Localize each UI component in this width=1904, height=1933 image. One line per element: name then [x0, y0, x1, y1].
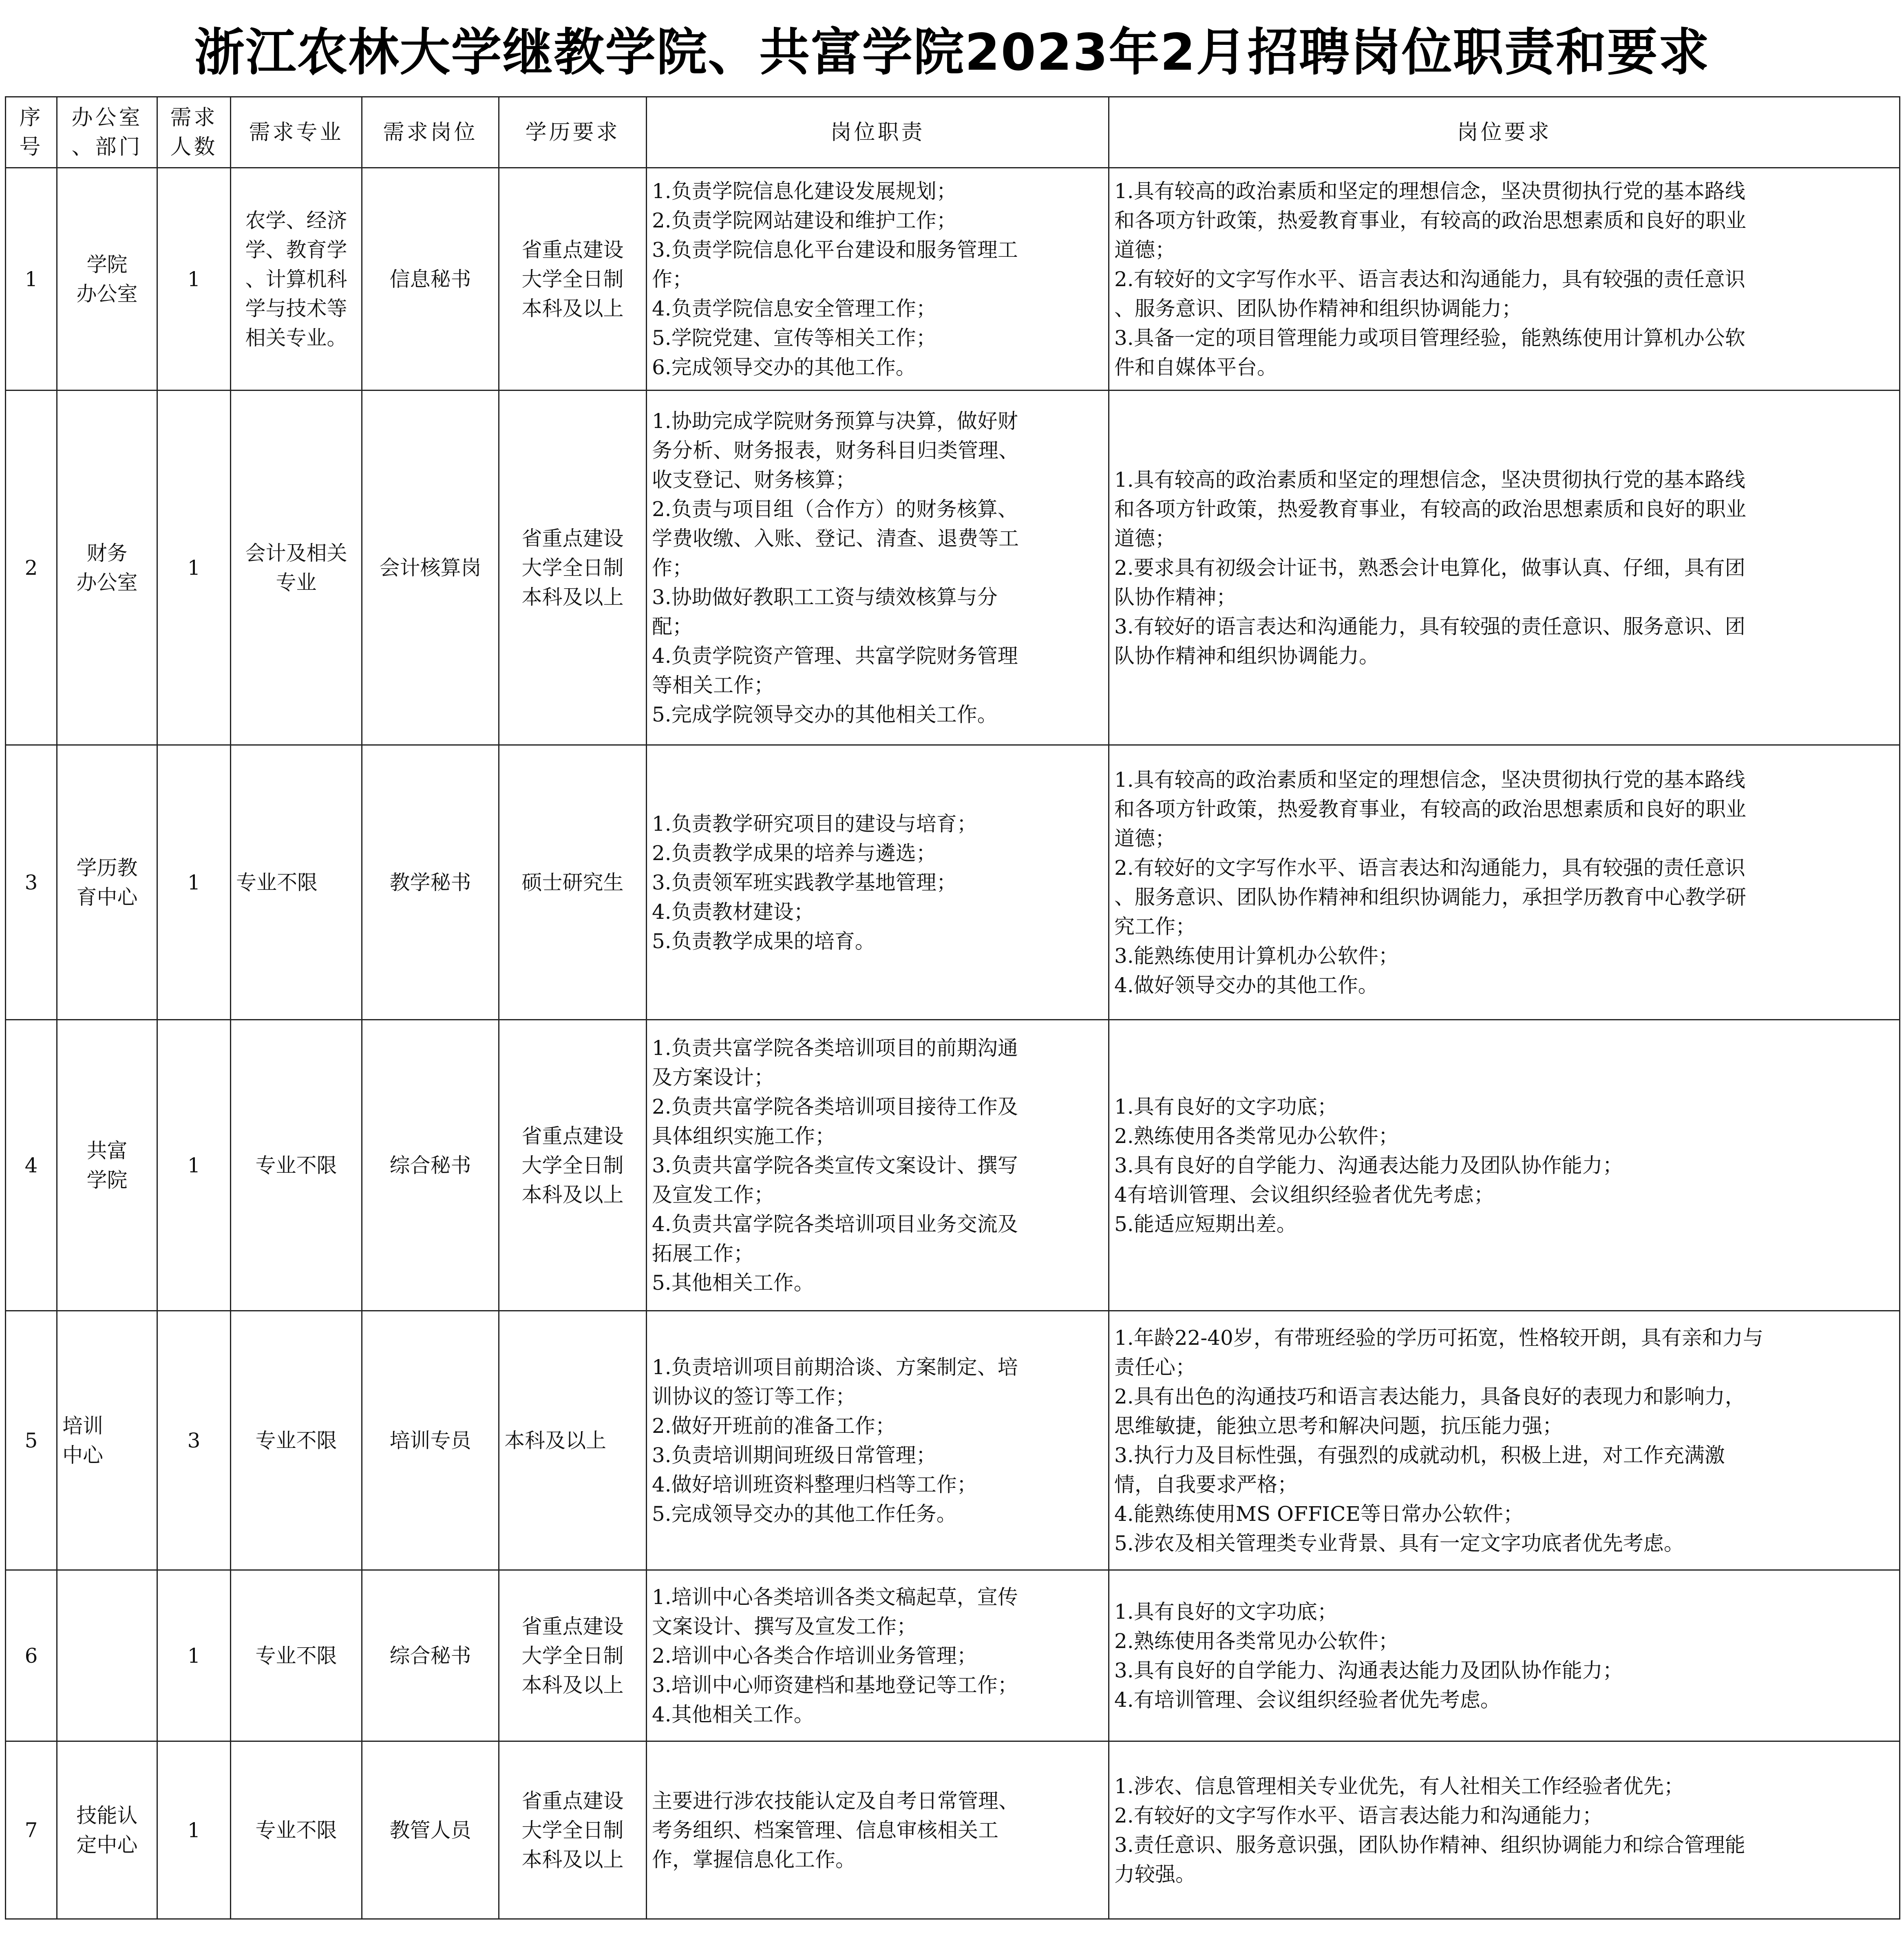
cell-dept: 学历教 育中心 [57, 745, 157, 1020]
cell-count: 1 [157, 1020, 231, 1311]
cell-post: 信息秘书 [362, 168, 499, 391]
cell-post: 综合秘书 [362, 1570, 499, 1741]
cell-seq: 4 [6, 1020, 57, 1311]
cell-edu: 本科及以上 [499, 1311, 647, 1570]
cell-reqs: 1.年龄22-40岁，有带班经验的学历可拓宽，性格较开朗，具有亲和力与 责任心； 2.具有出色的沟通技巧和语言表达能力，具备良好的表现力和影响力， 思维敏捷，能独立思考和解决问题，抗压能力强； 3.执行力及目标性强，有强烈的成就动机，积极上进，对工作充满激 情，自我要求严格； 4.能熟练使用MS OFFICE等日常办公软件； 5.涉农及相关管理类专业背景、具有一定文字功底者优先考虑。 [1109, 1311, 1900, 1570]
cell-dept: 共富 学院 [57, 1020, 157, 1311]
cell-count: 1 [157, 1570, 231, 1741]
cell-count: 1 [157, 745, 231, 1020]
cell-duties: 1.培训中心各类培训各类文稿起草，宣传 文案设计、撰写及宣发工作； 2.培训中心各类合作培训业务管理； 3.培训中心师资建档和基地登记等工作； 4.其他相关工作。 [647, 1570, 1109, 1741]
cell-edu: 硕士研究生 [499, 745, 647, 1020]
table-row [6, 1020, 1900, 1311]
cell-duties: 1.负责学院信息化建设发展规划； 2.负责学院网站建设和维护工作； 3.负责学院信息化平台建设和服务管理工 作； 4.负责学院信息安全管理工作； 5.学院党建、宣传等相关工作； 6.完成领导交办的其他工作。 [647, 168, 1109, 391]
cell-duties: 1.负责教学研究项目的建设与培育； 2.负责教学成果的培养与遴选； 3.负责领军班实践教学基地管理； 4.负责教材建设； 5.负责教学成果的培育。 [647, 745, 1109, 1020]
cell-major: 专业不限 [231, 1741, 362, 1919]
cell-duties: 1.负责共富学院各类培训项目的前期沟通 及方案设计； 2.负责共富学院各类培训项目接待工作及 具体组织实施工作； 3.负责共富学院各类宣传文案设计、撰写 及宣发工作； 4.负责共富学院各类培训项目业务交流及 拓展工作； 5.其他相关工作。 [647, 1020, 1109, 1311]
cell-count: 1 [157, 391, 231, 745]
cell-count: 3 [157, 1311, 231, 1570]
cell-major: 专业不限 [231, 1311, 362, 1570]
cell-reqs: 1.具有较高的政治素质和坚定的理想信念，坚决贯彻执行党的基本路线 和各项方针政策，热爱教育事业，有较高的政治思想素质和良好的职业 道德； 2.有较好的文字写作水平、语言表达和沟通能力，具有较强的责任意识 、服务意识、团队协作精神和组织协调能力； 3.具备一定的项目管理能力或项目管理经验，能熟练使用计算机办公软 件和自媒体平台。 [1109, 168, 1900, 391]
cell-seq: 3 [6, 745, 57, 1020]
cell-major: 专业不限 [231, 1570, 362, 1741]
cell-edu: 省重点建设 大学全日制 本科及以上 [499, 168, 647, 391]
recruitment-table [5, 96, 1900, 1920]
header-reqs: 岗位要求 [1109, 97, 1900, 168]
header-duties: 岗位职责 [647, 97, 1109, 168]
table-row [6, 1741, 1900, 1919]
cell-major: 会计及相关 专业 [231, 391, 362, 745]
cell-post: 综合秘书 [362, 1020, 499, 1311]
cell-seq: 2 [6, 391, 57, 745]
cell-post: 培训专员 [362, 1311, 499, 1570]
header-edu: 学历要求 [499, 97, 647, 168]
cell-count: 1 [157, 168, 231, 391]
cell-reqs: 1.具有良好的文字功底； 2.熟练使用各类常见办公软件； 3.具有良好的自学能力、沟通表达能力及团队协作能力； 4有培训管理、会议组织经验者优先考虑； 5.能适应短期出差。 [1109, 1020, 1900, 1311]
cell-seq: 1 [6, 168, 57, 391]
header-row [6, 97, 1900, 168]
table-row [6, 391, 1900, 745]
cell-duties: 主要进行涉农技能认定及自考日常管理、 考务组织、档案管理、信息审核相关工 作，掌握信息化工作。 [647, 1741, 1109, 1919]
cell-reqs: 1.具有良好的文字功底； 2.熟练使用各类常见办公软件； 3.具有良好的自学能力、沟通表达能力及团队协作能力； 4.有培训管理、会议组织经验者优先考虑。 [1109, 1570, 1900, 1741]
cell-major: 农学、经济 学、教育学 、计算机科 学与技术等 相关专业。 [231, 168, 362, 391]
cell-edu: 省重点建设 大学全日制 本科及以上 [499, 1570, 647, 1741]
cell-dept [57, 1570, 157, 1741]
cell-post: 教学秘书 [362, 745, 499, 1020]
document-page [5, 0, 1899, 1933]
header-count: 需求 人数 [157, 97, 231, 168]
cell-edu: 省重点建设 大学全日制 本科及以上 [499, 391, 647, 745]
header-major: 需求专业 [231, 97, 362, 168]
cell-major: 专业不限 [231, 1020, 362, 1311]
cell-seq: 7 [6, 1741, 57, 1919]
cell-edu: 省重点建设 大学全日制 本科及以上 [499, 1020, 647, 1311]
cell-dept: 学院 办公室 [57, 168, 157, 391]
cell-duties: 1.协助完成学院财务预算与决算，做好财 务分析、财务报表，财务科目归类管理、 收支登记、财务核算； 2.负责与项目组（合作方）的财务核算、 学费收缴、入账、登记、清查、退费等工 作； 3.协助做好教职工工资与绩效核算与分 配； 4.负责学院资产管理、共富学院财务管理 等相关工作； 5.完成学院领导交办的其他相关工作。 [647, 391, 1109, 745]
header-post: 需求岗位 [362, 97, 499, 168]
table-row [6, 1311, 1900, 1570]
cell-duties: 1.负责培训项目前期洽谈、方案制定、培 训协议的签订等工作； 2.做好开班前的准备工作； 3.负责培训期间班级日常管理； 4.做好培训班资料整理归档等工作； 5.完成领导交办的其他工作任务。 [647, 1311, 1109, 1570]
cell-seq: 5 [6, 1311, 57, 1570]
cell-reqs: 1.涉农、信息管理相关专业优先，有人社相关工作经验者优先； 2.有较好的文字写作水平、语言表达能力和沟通能力； 3.责任意识、服务意识强，团队协作精神、组织协调能力和综合管理能 力较强。 [1109, 1741, 1900, 1919]
table-row [6, 168, 1900, 391]
cell-post: 会计核算岗 [362, 391, 499, 745]
header-seq: 序 号 [6, 97, 57, 168]
cell-seq: 6 [6, 1570, 57, 1741]
cell-dept: 培训 中心 [57, 1311, 157, 1570]
cell-dept: 技能认 定中心 [57, 1741, 157, 1919]
cell-count: 1 [157, 1741, 231, 1919]
table-row [6, 745, 1900, 1020]
document-title: 浙江农林大学继教学院、共富学院2023年2月招聘岗位职责和要求 [194, 23, 1710, 82]
cell-edu: 省重点建设 大学全日制 本科及以上 [499, 1741, 647, 1919]
header-dept: 办公室 、部门 [57, 97, 157, 168]
cell-reqs: 1.具有较高的政治素质和坚定的理想信念，坚决贯彻执行党的基本路线 和各项方针政策，热爱教育事业，有较高的政治思想素质和良好的职业 道德； 2.要求具有初级会计证书，熟悉会计电算化，做事认真、仔细，具有团 队协作精神； 3.有较好的语言表达和沟通能力，具有较强的责任意识、服务意识、团 队协作精神和组织协调能力。 [1109, 391, 1900, 745]
cell-post: 教管人员 [362, 1741, 499, 1919]
cell-major: 专业不限 [231, 745, 362, 1020]
cell-reqs: 1.具有较高的政治素质和坚定的理想信念，坚决贯彻执行党的基本路线 和各项方针政策，热爱教育事业，有较高的政治思想素质和良好的职业 道德； 2.有较好的文字写作水平、语言表达和沟通能力，具有较强的责任意识 、服务意识、团队协作精神和组织协调能力，承担学历教育中心教学研 究工作； 3.能熟练使用计算机办公软件； 4.做好领导交办的其他工作。 [1109, 745, 1900, 1020]
cell-dept: 财务 办公室 [57, 391, 157, 745]
table-row [6, 1570, 1900, 1741]
